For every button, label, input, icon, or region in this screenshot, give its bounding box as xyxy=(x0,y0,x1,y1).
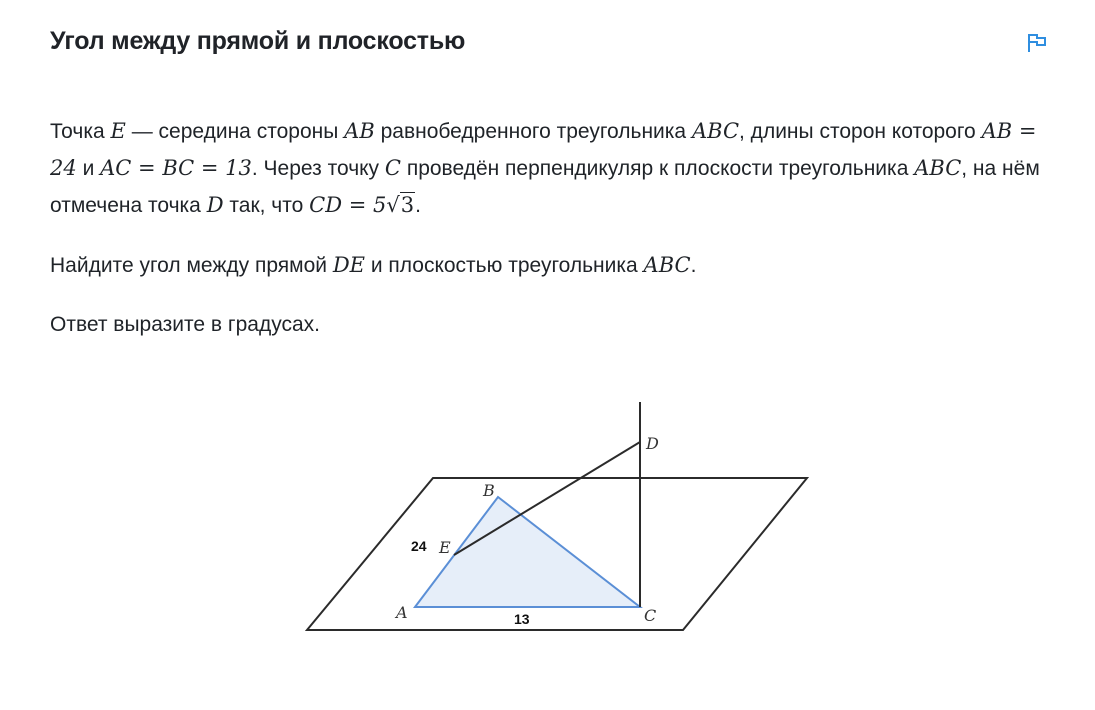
text: Найдите угол между прямой xyxy=(50,254,333,277)
text: , на нём отмечена точка xyxy=(50,157,1040,217)
text: Точка xyxy=(50,120,111,143)
math-triangle-abc: ABC xyxy=(643,253,691,277)
math-equation-ab: AB = 24 xyxy=(50,119,1037,180)
label-side-ab-length: 24 xyxy=(411,538,427,554)
math-line-de: DE xyxy=(332,253,366,277)
problem-paragraph-question xyxy=(50,247,1040,284)
math-point-d: D xyxy=(206,193,224,217)
text: . Через точку xyxy=(251,157,385,180)
page-title: Угол между прямой и плоскостью xyxy=(50,27,466,55)
math-triangle-abc: ABC xyxy=(914,156,962,180)
label-side-ac-length: 13 xyxy=(514,611,530,627)
label-point-c: C xyxy=(644,606,657,625)
text: и xyxy=(76,157,101,180)
label-point-a: A xyxy=(396,603,408,622)
text: — середина стороны xyxy=(125,120,345,143)
text: . xyxy=(690,254,697,277)
math-sqrt-radicand: 3 xyxy=(400,193,415,217)
text: проведён перпендикуляр к плоскости треугольника xyxy=(400,157,915,180)
label-point-b: B xyxy=(483,481,495,500)
label-point-d: D xyxy=(646,434,659,453)
text: , длины сторон которого xyxy=(739,120,982,143)
text: . xyxy=(415,194,421,217)
math-point-c: C xyxy=(384,156,401,180)
text: и плоскостью треугольника xyxy=(365,254,644,277)
report-flag-button[interactable] xyxy=(1026,32,1048,54)
math-point-e: E xyxy=(110,119,126,143)
problem-statement xyxy=(50,113,1040,343)
math-equation-cd: CD = 5 xyxy=(309,193,387,217)
flag-icon xyxy=(1026,32,1048,54)
math-triangle-abc: ABC xyxy=(691,119,740,143)
problem-paragraph-conditions xyxy=(50,113,1040,224)
text: равнобедренного треугольника xyxy=(374,120,692,143)
geometry-figure xyxy=(300,395,820,640)
text: так, что xyxy=(223,194,310,217)
math-equation-ac-bc: AC = BC = 13 xyxy=(100,156,252,180)
math-segment-ab: AB xyxy=(344,119,375,143)
math-sqrt: √3 xyxy=(386,193,415,217)
problem-paragraph-answer-format: Ответ выразите в градусах. xyxy=(50,313,320,336)
label-point-e: E xyxy=(439,538,451,557)
